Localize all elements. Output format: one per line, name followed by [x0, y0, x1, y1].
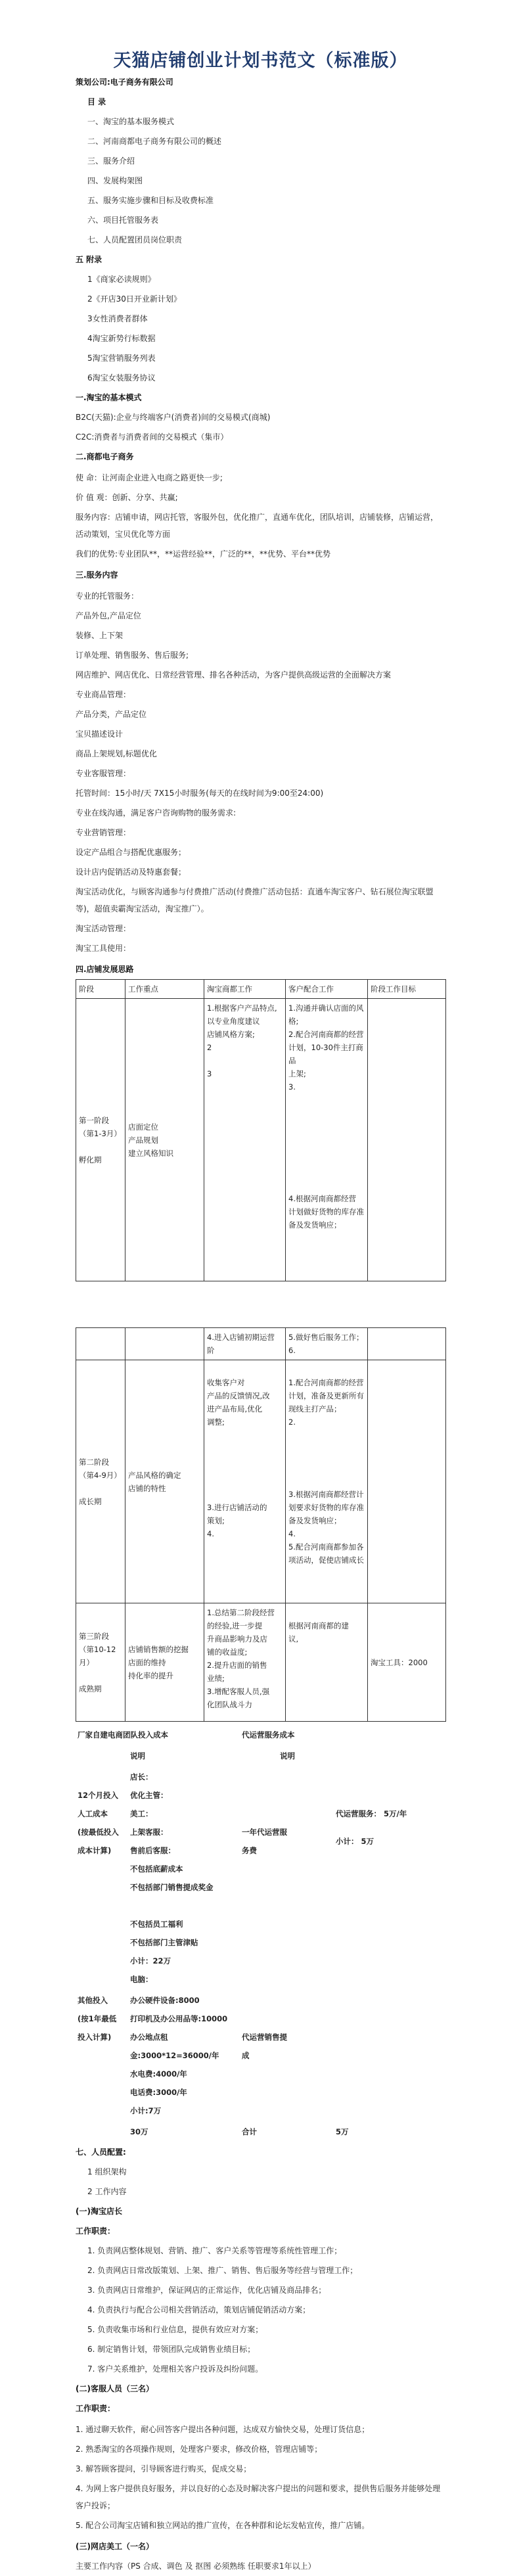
cell-line: 小计：22万 — [130, 1956, 171, 1966]
section3-line: 设计店内促销活动及特惠套餐； — [76, 867, 187, 877]
cell-line: 业绩; — [207, 1674, 225, 1683]
cost-labor-rows — [128, 1766, 240, 1990]
cell-line: 2 — [207, 1043, 212, 1052]
cost-total-right-label: 合计 — [242, 2127, 257, 2136]
cell-line: 项活动，促使店铺成长 — [288, 1555, 364, 1565]
cell-line: 1.总结第二阶段经营 — [207, 1608, 275, 1617]
stage3-client-cell — [286, 1603, 368, 1722]
label-12: 12个月投入 — [78, 1791, 119, 1800]
cell-line: 不包括员工福利 — [130, 1920, 183, 1929]
section2-line: 我们的优势:专业团队**，**运营经验**，广泛的**，**优势、平台**优势 — [76, 549, 331, 559]
stage2-work-cell — [204, 1360, 286, 1603]
right-sales: 代运营销售提 — [242, 2033, 287, 2042]
cell-line: 上架客服： — [130, 1828, 168, 1837]
section3-line: 订单处理、销售服务、售后服务; — [76, 651, 189, 660]
cell-line: 备及发货响应； — [288, 1516, 342, 1525]
cell-line: 计划，准备及更新所有 — [288, 1391, 364, 1400]
stage1-period: 孵化期 — [79, 1155, 102, 1164]
cost-col-item: 说明 — [130, 1751, 145, 1760]
toc-item: 三、服务介绍 — [87, 156, 135, 166]
cs-duty: 5. 配合公司淘宝店铺和独立网站的推广宣传，在各种群和论坛发帖宣传，推广店铺。 — [76, 2521, 370, 2530]
section3-line: 淘宝工具使用： — [76, 944, 131, 953]
cell-line: 化团队战斗力 — [207, 1700, 252, 1709]
right-subtotal: 小计： 5万 — [336, 1837, 374, 1846]
ops-duty: 1. 负责网店整体规划、营销、推广、客户关系等管理等系统性管理工作； — [87, 2246, 342, 2255]
cell-line: 4. — [207, 1529, 214, 1538]
cell-line: 产品的反馈情况,改 — [207, 1391, 270, 1400]
section3-line: 专业商品管理： — [76, 690, 131, 699]
stage1-months: （第1-3月） — [79, 1128, 122, 1138]
right-year: 一年代运营服 — [242, 1828, 287, 1837]
cost-labor-labels — [76, 1766, 128, 1990]
cell-line: 上架; — [288, 1069, 306, 1078]
stage1-name-cell — [76, 999, 125, 1281]
stage3-name: 第三阶段 — [79, 1631, 109, 1641]
section1-title: 一.淘宝的基本模式 — [76, 393, 142, 402]
ops-title: (一)淘宝店长 — [76, 2207, 122, 2216]
cell-line: 店铺的特性 — [128, 1483, 166, 1493]
cell-line: 调整; — [207, 1417, 225, 1427]
cost-total-right: 5万 — [336, 2127, 349, 2136]
cell-line: 备及发货响应； — [288, 1220, 342, 1230]
cell-line: 1.根据客户产品特点,以专业角度建议 — [207, 1003, 277, 1026]
cost-left-header: 厂家自建电商团队投入成本 — [78, 1730, 168, 1739]
toc-list — [76, 112, 445, 250]
cell-line: 策划; — [207, 1516, 225, 1525]
stage3-goal-cell: 淘宝工具：2000 — [368, 1603, 446, 1722]
cell-line: 店面的维持 — [128, 1657, 166, 1667]
cell-line: 1.配合河南商都的经营 — [288, 1378, 364, 1387]
cell-line: 4.根据河南商都经营 — [288, 1194, 356, 1203]
cell-line: 升商品影响力及店 — [207, 1634, 267, 1644]
org-line: 策划公司:电子商务有限公司 — [76, 78, 173, 87]
section3-line: 淘宝活动优化，与顾客沟通参与付费推广活动(付费推广活动包括：直通车淘宝客户、钻石展位淘宝联盟等)，超值卖霸淘宝活动，淘宝推广）。 — [76, 887, 434, 913]
appendix-title: 五 附录 — [76, 255, 102, 264]
cost-right-header: 代运营服务成本 — [242, 1730, 295, 1739]
section3-line: 装修、上下架 — [76, 631, 124, 640]
section2-line: 使 命：让河南企业进入电商之路更快一步; — [76, 473, 223, 482]
cell-line: 阶 — [207, 1346, 215, 1355]
cost-total-left: 30万 — [130, 2127, 148, 2136]
art-line: 主要工作内容（PS 合成、调色 及 抠图 必须熟练 任职要求1年以上） — [76, 2562, 316, 2571]
appendix-item: 6淘宝女装服务协议 — [87, 373, 156, 382]
stage2-focus-cell — [125, 1360, 204, 1603]
section3-line: 专业的托管服务： — [76, 591, 139, 601]
ops-duty: 3. 负责网店日常维护，保证网店的正常运作，优化店铺及商品排名； — [87, 2286, 327, 2295]
cost-other-rows — [128, 1990, 240, 2121]
stage2-name-cell — [76, 1360, 125, 1603]
header-focus: 工作重点 — [125, 980, 204, 999]
stage2-months: （第4-9月） — [79, 1470, 122, 1480]
cell-line: 店长： — [130, 1772, 153, 1782]
stage2-top-row — [76, 1328, 446, 1360]
cell-line: 议, — [288, 1634, 299, 1644]
ops-work-label: 工作职责： — [76, 2226, 116, 2236]
right-service: 务费 — [242, 1846, 257, 1855]
cell-line: 办公地点租金:3000*12=36000/年 — [130, 2033, 219, 2060]
cell-line: 5.做好售后服务工作； — [288, 1333, 364, 1342]
toc-title: 目 录 — [87, 97, 106, 106]
stage2-client-cell — [286, 1360, 368, 1603]
section7-sub — [76, 2162, 445, 2201]
header-work: 淘宝商都工作 — [204, 980, 286, 999]
cell-line: 产品风格的确定 — [128, 1470, 181, 1480]
stage3-focus-cell — [125, 1603, 204, 1722]
section3-line: 专业在线沟通，满足客户咨询购物的服务需求: — [76, 808, 237, 817]
other-sub: (按1年最低 — [78, 2014, 117, 2023]
ops-duty: 6. 制定销售计划，带领团队完成销售业绩目标； — [87, 2345, 256, 2354]
cell-line: 店面定位 — [128, 1122, 158, 1132]
ops-duty: 4. 负责执行与配合公司相关营销活动，策划店铺促销活动方案； — [87, 2305, 311, 2314]
cs-duties — [76, 2421, 445, 2534]
appendix-item: 4淘宝新势行标数据 — [87, 334, 156, 343]
cell-line: 根据河南商都的建 — [288, 1621, 349, 1630]
stage1-work-cell — [204, 999, 286, 1281]
cs-duty: 2. 熟悉淘宝的各项操作规则，处理客户要求，修改价格，管理店铺等； — [76, 2445, 323, 2454]
stage2-period: 成长期 — [79, 1496, 102, 1506]
cell-line: 铺的收益度; — [207, 1647, 248, 1657]
ops-duty: 7. 客户关系维护，处理相关客户投诉及纠纷问题。 — [87, 2364, 263, 2374]
stage3-work-cell — [204, 1603, 286, 1722]
cell-line: 划要求好货物的库存准 — [288, 1503, 364, 1512]
cost-other-labels — [76, 1990, 128, 2121]
cell-line: 进产品布局,优化 — [207, 1404, 263, 1414]
toc-item: 七、人员配置团员岗位职责 — [87, 235, 183, 244]
cell-line: 6. — [288, 1346, 296, 1355]
cell-line: 打印机及办公用品等:10000 — [130, 2014, 228, 2023]
cell-line: 美工： — [130, 1809, 153, 1818]
toc-item: 四、发展构架图 — [87, 176, 143, 185]
label-labor: 人工成本 — [78, 1809, 108, 1818]
right-fee-label: 代运营服务： — [336, 1809, 381, 1818]
cell-line: 4. — [288, 1529, 296, 1538]
cell-line: 3.进行店铺活动的 — [207, 1503, 267, 1512]
stage2-name: 第二阶段 — [79, 1457, 109, 1467]
appendix-item: 2《开店30日开业新计划》 — [87, 294, 181, 304]
section7-title: 七、人员配置: — [76, 2148, 126, 2157]
cs-work-label: 工作职责： — [76, 2404, 116, 2413]
cs-duty: 1. 通过聊天软件，耐心回答客户提出各种问题，达成双方愉快交易，处理订货信息； — [76, 2425, 370, 2434]
section3-line: 产品外包,产品定位 — [76, 611, 141, 620]
label-calc: 成本计算) — [78, 1846, 112, 1855]
cell-line: 售前后客服： — [130, 1846, 175, 1855]
cell-line: 3. — [288, 1082, 296, 1092]
section4-title: 四.店铺发展思路 — [76, 965, 134, 974]
stage3-name-cell — [76, 1603, 125, 1722]
section2-body — [76, 469, 445, 563]
stage1-row — [76, 999, 446, 1281]
cs-title: (二)客服人员（三名） — [76, 2384, 154, 2393]
cell-line: 的经验,进一步提 — [207, 1621, 263, 1630]
cell-line: 电脑： — [130, 1975, 153, 1984]
art-title: (三)网店美工（一名） — [76, 2542, 154, 2551]
cell-line: 不包括部门主管津贴 — [130, 1938, 198, 1947]
section3-line: 宝贝描述设计 — [76, 729, 124, 739]
cell-line: 计划，10-30件主打商品 — [288, 1043, 363, 1065]
header-stage: 阶段 — [76, 980, 125, 999]
ops-duty: 2. 负责网店日常改版策划、上架、推广、销售、售后服务等经营与管理工作； — [87, 2266, 358, 2275]
stage1-goal-cell — [368, 999, 446, 1281]
cell-line: 优化主管： — [130, 1791, 168, 1800]
header-goal: 阶段工作目标 — [368, 980, 446, 999]
other-sub2: 投入计算) — [78, 2033, 112, 2042]
section1-line: B2C(天猫):企业与终端客户(消费者)间的交易模式(商城) — [76, 413, 271, 422]
cell-line: 小计:7万 — [130, 2106, 162, 2115]
plan-table-1 — [76, 979, 446, 1281]
section2-line: 服务内容：店铺申请，网店托管，客服外包，优化推广，直通车优化，团队培训，店铺装修，店铺运营，活动策划，宝贝优化等方面 — [76, 513, 439, 539]
cell-line — [207, 1054, 283, 1067]
cell-line: 3 — [207, 1069, 212, 1078]
appendix-item: 3女性消费者群体 — [87, 314, 148, 323]
cell-line: 不包括部门销售提成奖金 — [130, 1883, 214, 1892]
stage2-row — [76, 1360, 446, 1603]
cell-line: 1.沟通并确认店面的风 — [288, 1003, 364, 1013]
cell-line: 5.配合河南商都参加各 — [288, 1542, 364, 1552]
cell-line: 店铺风格方案; — [207, 1030, 255, 1039]
stage2-work-top-cell — [204, 1328, 286, 1360]
cell-line: 持化率的提升 — [128, 1670, 173, 1680]
appendix-item: 1《商家必读规则》 — [87, 275, 156, 284]
cell-line: 3.增配客服人员,强 — [207, 1687, 270, 1696]
cell-line: 办公硬件设备:8000 — [130, 1996, 200, 2005]
cell-line: 店铺销售额的挖掘 — [128, 1644, 189, 1654]
right-fee: 5万/年 — [384, 1809, 407, 1818]
toc-item: 六、项目托管服务表 — [87, 216, 159, 225]
section3-line: 专业营销管理： — [76, 828, 131, 837]
label-note: (按最低投入 — [78, 1828, 119, 1837]
section3-body — [76, 587, 445, 957]
section3-line: 商品上架规划,标题优化 — [76, 749, 157, 758]
cell-line: 不包括底薪成本 — [130, 1864, 183, 1874]
cell-line: 产品规划 — [128, 1135, 158, 1145]
cell-line: 水电费:4000/年 — [130, 2069, 187, 2079]
cell-line: 2.配合河南商都的经营 — [288, 1030, 364, 1039]
cost-col-item2: 说明 — [280, 1751, 295, 1760]
cell-line: 计划做好货物的库存准 — [288, 1207, 364, 1216]
appendix-list — [76, 269, 445, 388]
toc-item: 二、河南商都电子商务有限公司的概述 — [87, 137, 222, 146]
cell-line: 建立风格知识 — [128, 1148, 173, 1158]
toc-item: 五、服务实施步骤和目标及收费标准 — [87, 196, 214, 205]
section1-line: C2C:消费者与消费者间的交易模式（集市） — [76, 432, 229, 442]
section2-line: 价 值 观：创新、分享、共赢; — [76, 493, 178, 502]
stage3-period: 成熟期 — [79, 1684, 102, 1693]
stage1-focus-cell — [125, 999, 204, 1281]
section3-line: 专业客服管理： — [76, 769, 131, 778]
document-title: 天猫店铺创业计划书范文（标准版） — [113, 51, 408, 71]
stage3-row — [76, 1603, 446, 1722]
right-sales2: 成 — [242, 2051, 250, 2060]
cell-line: 3.根据河南商都经营计 — [288, 1490, 364, 1499]
cell-line: 电话费:3000/年 — [130, 2088, 187, 2097]
section3-line: 托管时间：15小时/天 7X15小时服务(每天的在线时间为9:00至24:00) — [76, 789, 324, 798]
cost-sales-label — [240, 1990, 334, 2121]
cost-table — [76, 1724, 445, 2142]
stage1-client-cell — [286, 999, 368, 1281]
toc-item: 一、淘宝的基本服务模式 — [87, 117, 175, 126]
cell-line: 4.进入店铺初期运营 — [207, 1333, 275, 1342]
section7-item: 2 工作内容 — [87, 2187, 127, 2196]
section3-line: 网店维护、网店优化、日常经营管理、排名各种活动，为客户提供高级运营的全面解决方案 — [76, 670, 392, 679]
plan-table-2 — [76, 1327, 446, 1722]
cell-line: 现线主打产品； — [288, 1404, 342, 1414]
cs-duty: 4. 为网上客户提供良好服务，并以良好的心态及时解决客户提出的问题和要求，提供售后服务并能够处理客户投诉； — [76, 2484, 441, 2510]
ops-duty: 5. 负责收集市场和行业信息，提供有效应对方案； — [87, 2325, 263, 2334]
stage2-client-top-cell — [286, 1328, 368, 1360]
cs-duty: 3. 解答顾客提问，引导顾客进行购买，促成交易； — [76, 2464, 252, 2473]
cell-line: 2.提升店面的销售 — [207, 1661, 267, 1670]
section3-line: 淘宝活动管理： — [76, 924, 131, 933]
cell-line: 收集客户对 — [207, 1378, 245, 1387]
ops-duties — [76, 2241, 445, 2379]
stage1-name: 第一阶段 — [79, 1115, 109, 1125]
cost-right-labels — [240, 1766, 334, 1990]
other-label: 其他投入 — [78, 1996, 108, 2005]
section3-title: 三.服务内容 — [76, 570, 118, 580]
section3-line: 设定产品组合与搭配优惠服务； — [76, 848, 187, 857]
header-client: 客户配合工作 — [286, 980, 368, 999]
cell-line: 格; — [288, 1017, 299, 1026]
appendix-item: 5淘宝营销服务列表 — [87, 354, 156, 363]
cost-right-values — [334, 1766, 445, 1990]
cell-line: 2. — [288, 1417, 296, 1427]
stage3-months: （第10-12月） — [79, 1644, 116, 1667]
section7-item: 1 组织架构 — [87, 2167, 127, 2176]
plan-header-row — [76, 980, 446, 999]
section1-body — [76, 407, 445, 447]
section2-title: 二.商都电子商务 — [76, 452, 134, 461]
section3-line: 产品分类，产品定位 — [76, 710, 147, 719]
